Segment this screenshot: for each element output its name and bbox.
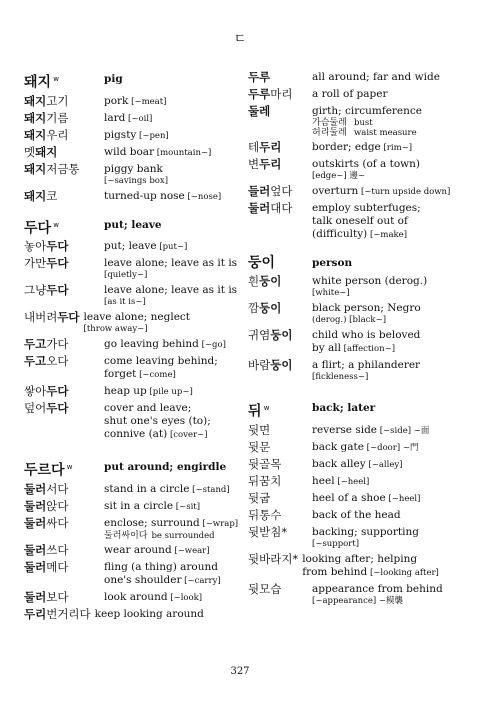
word-class-marker: w: [51, 220, 60, 229]
english-definition: [104, 283, 242, 308]
english-definition: [298, 552, 470, 580]
compound-entry: [24, 607, 242, 622]
compound-entry: [248, 423, 470, 438]
definition-line: pork [~meat]: [104, 94, 167, 107]
compound-entry: [248, 440, 470, 455]
compound-entry: [248, 201, 470, 242]
headword-entry: [248, 399, 470, 421]
gloss-note: [as it is~]: [104, 297, 146, 308]
definition-line: (difficulty) [~make]: [312, 228, 408, 240]
english-definition: [312, 582, 470, 607]
korean-word: 뒷모습: [248, 581, 282, 596]
compound-entry: [24, 239, 242, 254]
definition-line: one's shoulder [~carry]: [104, 573, 221, 586]
compound-entry: [248, 157, 470, 182]
english-definition: [104, 189, 242, 204]
compound-entry: [248, 301, 470, 326]
korean-word: 뒷굽: [248, 490, 271, 505]
compound-entry: [24, 128, 242, 143]
korean-word: 두르다 $^w$: [24, 462, 73, 479]
korean-word: 그냥두다: [24, 283, 69, 298]
english-definition: [104, 354, 242, 382]
english-definition: [104, 499, 242, 514]
compound-entry: [24, 94, 242, 109]
english-definition: [104, 560, 242, 588]
english-definition: [312, 358, 470, 383]
compound-entry: [24, 337, 242, 352]
sub-korean: 가슴둘레: [312, 118, 347, 128]
definition-line: go leaving behind [~go]: [104, 338, 226, 351]
word-class-marker: w: [64, 463, 73, 472]
korean-word: 가만두다: [24, 256, 69, 271]
english-definition: [312, 70, 470, 84]
gloss-note: [~heel]: [385, 493, 421, 504]
definition-line: appearance from behind: [312, 582, 443, 595]
korean-word: 내버려두다: [24, 310, 80, 325]
gloss-note: [white~]: [312, 288, 350, 298]
definition-line: backing; supporting: [312, 525, 419, 538]
definition-line: white person (derog.): [312, 275, 428, 287]
definition-line: come leaving behind;: [104, 355, 218, 368]
compound-entry: [24, 145, 242, 160]
sub-korean: 둘러싸이다: [104, 530, 148, 541]
english-definition: [312, 301, 470, 326]
sub-english: waist measure: [354, 128, 417, 138]
definition-line: looking after; helping: [302, 552, 418, 565]
english-definition: [104, 111, 242, 126]
spacer: [24, 206, 242, 216]
english-definition: [312, 104, 470, 138]
korean-word: 돼지기름: [24, 110, 69, 125]
compound-entry: [248, 582, 470, 607]
gloss-note: [pile up~]: [146, 387, 193, 398]
gloss-note: [~savings box]: [104, 175, 169, 186]
definition-line: wild boar [mountain~]: [104, 145, 212, 158]
compound-entry: [248, 140, 470, 155]
gloss-note: [~support]: [312, 538, 360, 549]
compound-entry: [248, 508, 470, 523]
english-definition: [104, 401, 242, 442]
korean-word: 돼지코: [24, 188, 58, 203]
english-definition: [104, 128, 242, 143]
definition-line: keep looking around: [94, 607, 204, 620]
compound-entry: [24, 256, 242, 281]
english-definition: [312, 157, 470, 182]
definition-line: a roll of paper: [312, 88, 388, 100]
gloss-note: [~pen]: [136, 130, 169, 141]
gloss-note: [~look]: [167, 592, 203, 603]
definition-line: black person; Negro: [312, 302, 421, 314]
definition-line: a flirt; a philanderer: [312, 359, 421, 371]
definition-line: leave alone; leave as it is: [104, 284, 238, 297]
definition-line: put; leave [put~]: [104, 240, 188, 253]
gloss-note: [~make]: [367, 230, 408, 240]
headword-entry: [24, 458, 242, 480]
gloss-note: [~come]: [136, 370, 176, 381]
compound-entry: [24, 310, 242, 335]
english-definition: [312, 440, 470, 455]
compound-entry: [248, 274, 470, 299]
english-definition: [104, 590, 242, 605]
definition-line: look around [~look]: [104, 590, 203, 603]
english-definition: [104, 162, 242, 187]
definition-line: put around; engirdle: [104, 461, 227, 474]
compound-entry: [24, 482, 242, 497]
sub-entry: [312, 118, 470, 128]
definition-line: stand in a circle [~stand]: [104, 482, 230, 495]
gloss-note: [~turn upside down]: [358, 187, 451, 197]
compound-entry: [248, 184, 470, 199]
korean-word: 두고오다: [24, 354, 69, 369]
english-definition: [312, 184, 470, 199]
gloss-note: [~side] ~面: [377, 425, 430, 436]
compound-entry: [248, 474, 470, 489]
korean-word: 둘러앉다: [24, 498, 69, 513]
gloss-note: (derog.) [black~]: [312, 315, 387, 325]
compound-entry: [24, 283, 242, 308]
english-definition: [104, 482, 242, 497]
definition-line: leave alone; neglect: [83, 311, 191, 324]
english-definition: [104, 256, 242, 281]
definition-line: piggy bank: [104, 162, 163, 175]
korean-word: 돼지고기: [24, 93, 69, 108]
korean-word: 뒤통수: [248, 507, 282, 522]
spacer: [248, 244, 470, 254]
gloss-note: [~wear]: [171, 545, 210, 556]
english-definition: [312, 254, 470, 270]
definition-line: sit in a circle [~sit]: [104, 499, 201, 512]
korean-word: 테두리: [248, 140, 282, 154]
gloss-note: [fickleness~]: [312, 372, 369, 382]
definition-line: shut one's eyes (to);: [104, 415, 211, 428]
gloss-note: [~go]: [198, 340, 226, 351]
gloss-note: [~wrap]: [199, 518, 239, 529]
korean-word: 뒷바라지*: [248, 551, 299, 566]
gloss-note: [~door] ~門: [363, 442, 419, 453]
gloss-note: [~appearance] ~模襲: [312, 595, 404, 606]
english-definition: [104, 543, 242, 558]
compound-entry: [248, 70, 470, 85]
compound-entry: [248, 328, 470, 356]
definition-line: pig: [104, 73, 123, 85]
definition-line: turned-up nose [~nose]: [104, 189, 222, 202]
english-definition: [104, 94, 242, 109]
left-column: [24, 70, 242, 624]
gloss-note: [edge~] 邊~: [312, 171, 366, 181]
korean-word: 둘러서다: [24, 481, 69, 496]
sub-english: be surrounded: [151, 530, 215, 541]
definition-line: overturn [~turn upside down]: [312, 185, 451, 197]
gloss-note: [~stand]: [189, 484, 230, 495]
korean-word: 둥이: [248, 255, 276, 271]
compound-entry: [24, 516, 242, 541]
definition-line: back gate [~door] ~門: [312, 440, 419, 453]
definition-line: from behind [~looking after]: [302, 565, 439, 578]
gloss-note: [put~]: [156, 242, 188, 253]
english-definition: [312, 457, 470, 472]
gloss-note: [~meat]: [128, 96, 167, 107]
sub-entry: [312, 128, 470, 138]
compound-entry: [248, 358, 470, 383]
definition-line: border; edge [rim~]: [312, 141, 413, 153]
definition-line: back; later: [312, 402, 376, 414]
korean-word: 돼지 $^w$: [24, 74, 60, 91]
english-definition: [104, 145, 242, 160]
korean-word: 쌓아두다: [24, 384, 69, 399]
korean-word: 뒷문: [248, 439, 271, 454]
definition-line: back alley [~alley]: [312, 457, 403, 470]
korean-word: 귀염둥이: [248, 328, 293, 342]
korean-word: 둘러싸다: [24, 515, 69, 530]
sub-entry: [104, 531, 242, 541]
gloss-note: [throw away~]: [83, 324, 148, 335]
compound-entry: [24, 111, 242, 126]
word-class-marker: w: [261, 404, 270, 412]
compound-entry: [24, 499, 242, 514]
english-definition: [312, 423, 470, 438]
definition-line: cover and leave;: [104, 402, 192, 415]
english-definition: [312, 474, 470, 489]
english-definition: [312, 140, 470, 155]
korean-word: 놓아두다: [24, 239, 69, 254]
korean-word: 두다 $^w$: [24, 220, 60, 237]
english-definition: [312, 87, 470, 101]
gloss-note: [~nose]: [184, 191, 222, 202]
headword-entry: [248, 254, 470, 272]
gloss-note: [~alley]: [365, 459, 403, 470]
compound-entry: [24, 401, 242, 442]
headword-entry: [24, 216, 242, 238]
english-definition: [80, 310, 242, 335]
gloss-note: [cover~]: [167, 430, 208, 441]
definition-line: put; leave: [104, 218, 162, 231]
gloss-note: [~oil]: [125, 113, 153, 124]
korean-word: 뒤꿈치: [248, 473, 282, 488]
korean-word: 두루: [248, 70, 271, 84]
compound-entry: [24, 543, 242, 558]
korean-word: 멧돼지: [24, 144, 58, 159]
compound-entry: [248, 87, 470, 102]
definition-line: leave alone; leave as it is: [104, 257, 238, 270]
gloss-note: [~carry]: [181, 575, 221, 586]
definition-line: lard [~oil]: [104, 111, 153, 124]
english-definition: [104, 384, 242, 399]
korean-word: 뒷면: [248, 422, 271, 437]
korean-word: 뒷골목: [248, 456, 282, 471]
korean-word: 뒷받침*: [248, 524, 288, 539]
gloss-note: [mountain~]: [154, 147, 212, 158]
gloss-note: [~heel]: [334, 476, 370, 487]
compound-entry: [248, 457, 470, 472]
section-letter: ㄷ: [233, 32, 247, 47]
definition-line: child who is beloved: [312, 329, 421, 341]
compound-entry: [24, 590, 242, 605]
definition-line: fling (a thing) around: [104, 560, 218, 573]
gloss-note: [rim~]: [380, 143, 413, 153]
page-number: 327: [230, 666, 250, 677]
english-definition: [312, 201, 470, 242]
definition-line: heap up [pile up~]: [104, 385, 193, 398]
compound-entry: [248, 525, 470, 550]
right-column: [248, 70, 470, 609]
english-definition: [91, 607, 242, 621]
korean-word: 들러엎다: [248, 184, 293, 198]
spacer: [248, 385, 470, 399]
english-definition: [104, 70, 242, 86]
compound-entry: [24, 384, 242, 399]
definition-line: all around; far and wide: [312, 71, 440, 83]
definition-line: back of the head: [312, 508, 401, 521]
gloss-note: [quietly~]: [104, 270, 148, 281]
korean-word: 깜둥이: [248, 301, 282, 315]
definition-line: wear around [~wear]: [104, 543, 210, 556]
english-definition: [312, 525, 470, 550]
english-definition: [104, 337, 242, 352]
definition-line: pigsty [~pen]: [104, 128, 169, 141]
korean-word: 돼지우리: [24, 127, 69, 142]
compound-entry: [24, 162, 242, 187]
definition-line: heel of a shoe [~heel]: [312, 491, 421, 504]
korean-word: 두루마리: [248, 87, 293, 101]
definition-line: by all [affection~]: [312, 342, 396, 354]
korean-word: 둘러메다: [24, 559, 69, 574]
korean-word: 둘러대다: [248, 201, 293, 215]
definition-line: connive (at) [cover~]: [104, 428, 208, 441]
sub-korean: 허리둘레: [312, 128, 347, 138]
definition-line: girth; circumference: [312, 105, 423, 117]
gloss-note: [~looking after]: [367, 567, 439, 578]
korean-word: 두리번거리다: [24, 606, 91, 621]
definition-line: heel [~heel]: [312, 474, 370, 487]
definition-line: talk oneself out of: [312, 215, 408, 227]
korean-word: 둘레: [248, 104, 271, 118]
sub-english: bust: [354, 118, 373, 128]
compound-entry: [24, 560, 242, 588]
korean-word: 뒤 $^w$: [248, 403, 270, 420]
headword-entry: [24, 70, 242, 92]
english-definition: [312, 274, 470, 299]
english-definition: [104, 516, 242, 541]
english-definition: [312, 399, 470, 415]
definition-line: employ subterfuges;: [312, 202, 421, 214]
compound-entry: [248, 491, 470, 506]
korean-word: 둘러보다: [24, 589, 69, 604]
gloss-note: [~sit]: [173, 501, 201, 512]
english-definition: [312, 508, 470, 522]
korean-word: 흰둥이: [248, 274, 282, 288]
korean-word: 돼지저금통: [24, 161, 80, 176]
compound-entry: [248, 104, 470, 138]
definition-line: enclose; surround [~wrap]: [104, 516, 239, 529]
word-class-marker: w: [51, 75, 60, 83]
spacer: [24, 444, 242, 458]
english-definition: [104, 458, 242, 474]
compound-entry: [24, 189, 242, 204]
korean-word: 덮어두다: [24, 401, 69, 416]
english-definition: [104, 239, 242, 254]
english-definition: [312, 491, 470, 506]
compound-entry: [248, 552, 470, 580]
english-definition: [104, 216, 242, 232]
definition-line: outskirts (of a town): [312, 158, 421, 170]
definition-line: forget [~come]: [104, 368, 176, 381]
korean-word: 둘러쓰다: [24, 542, 69, 557]
compound-entry: [24, 354, 242, 382]
korean-word: 두고가다: [24, 337, 69, 352]
definition-line: person: [312, 257, 353, 269]
gloss-note: [affection~]: [340, 344, 396, 354]
korean-word: 변두리: [248, 157, 282, 171]
definition-line: reverse side [~side] ~面: [312, 423, 430, 436]
english-definition: [312, 328, 470, 356]
korean-word: 바람둥이: [248, 358, 293, 372]
